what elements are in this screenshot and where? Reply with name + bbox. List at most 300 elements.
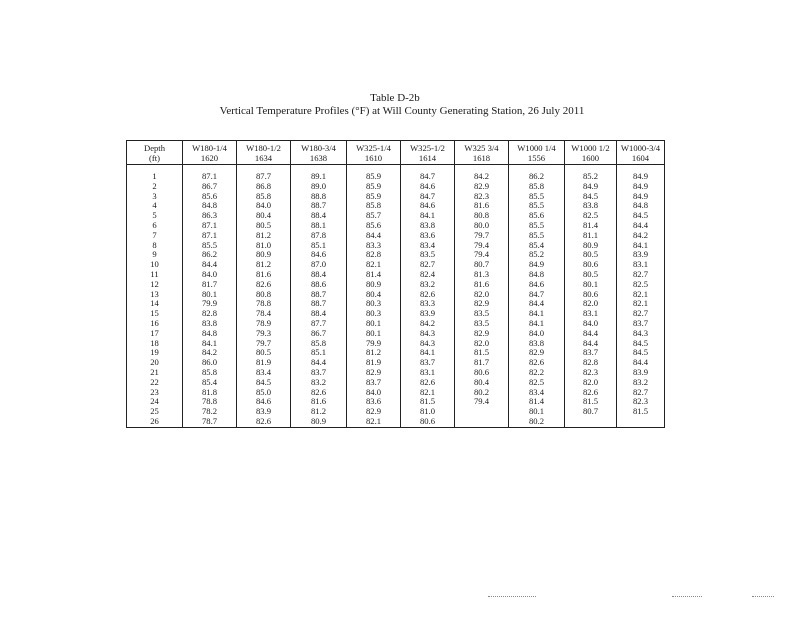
temperature-cell: 84.1 [509, 319, 565, 329]
temperature-cell: 85.6 [183, 192, 237, 202]
scan-mark [488, 596, 536, 597]
temperature-cell: 84.7 [401, 172, 455, 182]
temperature-cell: 85.9 [347, 172, 401, 182]
column-header-name: W1000-3/4 [620, 143, 661, 153]
column-header-name: W1000 1/2 [571, 143, 610, 153]
temperature-cell [565, 417, 617, 427]
temperature-cell: 82.7 [617, 270, 665, 280]
temperature-cell: 83.4 [237, 368, 291, 378]
temperature-cell: 81.0 [237, 241, 291, 251]
column-header-name: W1000 1/4 [517, 143, 556, 153]
temperature-cell: 84.8 [617, 201, 665, 211]
table-row [127, 407, 665, 417]
temperature-cell: 84.5 [565, 192, 617, 202]
temperature-cell: 80.3 [347, 309, 401, 319]
temperature-cell: 84.8 [509, 270, 565, 280]
column-header-station [565, 141, 617, 165]
temperature-cell: 85.1 [291, 241, 347, 251]
column-header-station [347, 141, 401, 165]
temperature-cell: 84.3 [401, 329, 455, 339]
temperature-cell: 85.6 [509, 211, 565, 221]
temperature-cell: 83.8 [183, 319, 237, 329]
temperature-cell [455, 407, 509, 417]
temperature-cell: 84.2 [401, 319, 455, 329]
temperature-cell: 82.3 [455, 192, 509, 202]
table-row [127, 201, 665, 211]
temperature-cell: 83.7 [565, 348, 617, 358]
temperature-cell: 82.9 [347, 407, 401, 417]
temperature-cell: 84.8 [183, 201, 237, 211]
column-header-name: W180-3/4 [301, 143, 336, 153]
temperature-cell: 85.0 [237, 388, 291, 398]
temperature-cell: 81.4 [509, 397, 565, 407]
temperature-cell: 83.5 [455, 309, 509, 319]
temperature-cell: 83.3 [401, 299, 455, 309]
temperature-cell: 86.8 [237, 182, 291, 192]
temperature-cell: 85.8 [237, 192, 291, 202]
temperature-cell: 82.4 [401, 270, 455, 280]
temperature-cell: 84.6 [401, 201, 455, 211]
temperature-cell: 84.4 [291, 358, 347, 368]
temperature-cell: 84.2 [455, 172, 509, 182]
temperature-cell: 89.1 [291, 172, 347, 182]
temperature-cell: 78.4 [237, 309, 291, 319]
temperature-cell: 80.1 [565, 280, 617, 290]
temperature-cell: 84.0 [509, 329, 565, 339]
depth-cell: 14 [127, 299, 183, 309]
temperature-cell: 78.8 [183, 397, 237, 407]
temperature-cell: 87.0 [291, 260, 347, 270]
depth-cell: 18 [127, 339, 183, 349]
column-header-station [617, 141, 665, 165]
temperature-cell: 83.9 [617, 368, 665, 378]
temperature-cell: 82.8 [347, 250, 401, 260]
temperature-cell: 82.3 [617, 397, 665, 407]
depth-cell: 24 [127, 397, 183, 407]
temperature-cell: 82.9 [455, 329, 509, 339]
column-header-sub: 1614 [418, 153, 437, 163]
temperature-cell: 83.4 [401, 241, 455, 251]
temperature-cell: 85.4 [509, 241, 565, 251]
temperature-cell: 79.4 [455, 250, 509, 260]
temperature-cell: 81.2 [347, 348, 401, 358]
temperature-cell: 82.1 [347, 417, 401, 427]
column-header-name: W325-1/4 [356, 143, 391, 153]
table-row [127, 339, 665, 349]
temperature-cell: 78.2 [183, 407, 237, 417]
depth-cell: 1 [127, 172, 183, 182]
temperature-cell: 82.1 [401, 388, 455, 398]
column-header-depth [127, 141, 183, 165]
depth-cell: 26 [127, 417, 183, 427]
depth-cell: 2 [127, 182, 183, 192]
temperature-cell: 84.1 [617, 241, 665, 251]
temperature-cell: 86.3 [183, 211, 237, 221]
temperature-cell: 88.1 [291, 221, 347, 231]
temperature-cell: 80.4 [237, 211, 291, 221]
temperature-cell: 84.1 [509, 309, 565, 319]
spacer-cell [291, 165, 347, 173]
temperature-cell: 84.3 [401, 339, 455, 349]
temperature-cell: 85.7 [347, 211, 401, 221]
temperature-cell: 81.8 [183, 388, 237, 398]
temperature-cell: 79.4 [455, 241, 509, 251]
temperature-cell: 79.3 [237, 329, 291, 339]
column-header-sub: 1610 [364, 153, 383, 163]
temperature-cell: 81.6 [237, 270, 291, 280]
table-row [127, 368, 665, 378]
table-row [127, 397, 665, 407]
temperature-cell: 78.9 [237, 319, 291, 329]
temperature-cell: 83.7 [617, 319, 665, 329]
temperature-cell: 82.8 [565, 358, 617, 368]
temperature-cell: 83.2 [617, 378, 665, 388]
temperature-cell: 82.6 [509, 358, 565, 368]
temperature-cell: 83.1 [617, 260, 665, 270]
table-row [127, 290, 665, 300]
scan-mark [752, 596, 774, 597]
temperature-cell: 83.2 [291, 378, 347, 388]
column-header-name: Depth [143, 143, 165, 153]
column-header-name: W325-1/2 [410, 143, 445, 153]
temperature-cell: 85.5 [509, 231, 565, 241]
table-row [127, 309, 665, 319]
temperature-cell: 82.6 [237, 417, 291, 427]
temperature-cell: 82.6 [565, 388, 617, 398]
temperature-cell: 84.1 [401, 211, 455, 221]
temperature-cell: 84.5 [617, 211, 665, 221]
depth-cell: 11 [127, 270, 183, 280]
temperature-cell: 84.6 [509, 280, 565, 290]
temperature-cell: 80.6 [455, 368, 509, 378]
temperature-cell: 86.7 [183, 182, 237, 192]
temperature-cell: 79.7 [237, 339, 291, 349]
temperature-cell: 80.6 [565, 290, 617, 300]
temperature-cell: 88.6 [291, 280, 347, 290]
temperature-cell: 84.2 [183, 348, 237, 358]
temperature-cell: 80.1 [347, 319, 401, 329]
temperature-cell: 82.1 [617, 299, 665, 309]
temperature-cell: 80.9 [565, 241, 617, 251]
temperature-cell: 84.5 [617, 339, 665, 349]
spacer-cell [127, 165, 183, 173]
column-header-station [509, 141, 565, 165]
table-caption: Vertical Temperature Profiles (°F) at Will County Generating Station, 26 July 2011 [219, 105, 585, 117]
temperature-cell: 82.9 [455, 299, 509, 309]
temperature-cell: 81.0 [401, 407, 455, 417]
temperature-cell: 79.4 [455, 397, 509, 407]
temperature-cell: 81.5 [401, 397, 455, 407]
temperature-cell: 82.5 [617, 280, 665, 290]
column-header-sub: 1620 [200, 153, 219, 163]
temperature-cell: 83.8 [401, 221, 455, 231]
temperature-cell: 84.8 [183, 329, 237, 339]
temperature-cell: 82.8 [183, 309, 237, 319]
table-row [127, 348, 665, 358]
spacer-row [127, 165, 665, 173]
temperature-cell [455, 417, 509, 427]
temperature-cell: 82.5 [565, 211, 617, 221]
temperature-cell: 80.1 [347, 329, 401, 339]
temperature-cell: 83.1 [401, 368, 455, 378]
temperature-cell: 84.1 [401, 348, 455, 358]
temperature-cell: 84.2 [617, 231, 665, 241]
temperature-cell: 82.7 [617, 388, 665, 398]
temperature-cell: 84.9 [617, 192, 665, 202]
temperature-cell: 84.9 [509, 260, 565, 270]
temperature-cell: 87.1 [183, 231, 237, 241]
temperature-cell: 87.7 [237, 172, 291, 182]
temperature-cell: 84.4 [183, 260, 237, 270]
temperature-cell: 84.0 [237, 201, 291, 211]
temperature-cell: 78.7 [183, 417, 237, 427]
column-header-sub: 1604 [631, 153, 650, 163]
spacer-cell [565, 165, 617, 173]
column-header-station [401, 141, 455, 165]
temperature-cell: 84.5 [237, 378, 291, 388]
depth-cell: 7 [127, 231, 183, 241]
spacer-cell [401, 165, 455, 173]
temperature-cell: 84.7 [509, 290, 565, 300]
temperature-cell: 81.9 [237, 358, 291, 368]
column-header-station [237, 141, 291, 165]
temperature-cell: 84.6 [237, 397, 291, 407]
table-row [127, 319, 665, 329]
depth-cell: 20 [127, 358, 183, 368]
temperature-cell: 81.4 [347, 270, 401, 280]
temperature-cell: 80.9 [291, 417, 347, 427]
temperature-cell: 83.7 [291, 368, 347, 378]
temperature-cell: 85.1 [291, 348, 347, 358]
temperature-cell: 80.1 [183, 290, 237, 300]
temperature-cell: 85.5 [509, 221, 565, 231]
temperature-cell: 83.9 [401, 309, 455, 319]
temperature-cell: 82.0 [565, 299, 617, 309]
temperature-cell: 83.7 [347, 378, 401, 388]
temperature-cell: 83.9 [237, 407, 291, 417]
temperature-cell: 82.9 [347, 368, 401, 378]
depth-cell: 8 [127, 241, 183, 251]
temperature-cell: 81.3 [455, 270, 509, 280]
temperature-cell: 79.9 [347, 339, 401, 349]
temperature-cell: 78.8 [237, 299, 291, 309]
temperature-cell: 82.6 [237, 280, 291, 290]
temperature-cell: 80.5 [565, 270, 617, 280]
table-title-block [0, 92, 800, 118]
temperature-cell: 80.0 [455, 221, 509, 231]
table-row [127, 221, 665, 231]
temperature-cell: 80.2 [509, 417, 565, 427]
temperature-cell: 81.6 [455, 280, 509, 290]
temperature-cell: 80.4 [455, 378, 509, 388]
table-row [127, 182, 665, 192]
temperature-cell: 83.7 [401, 358, 455, 368]
depth-cell: 19 [127, 348, 183, 358]
spacer-cell [617, 165, 665, 173]
temperature-cell: 80.9 [237, 250, 291, 260]
temperature-cell: 88.4 [291, 211, 347, 221]
depth-cell: 23 [127, 388, 183, 398]
temperature-cell: 80.5 [565, 250, 617, 260]
column-header-sub: 1634 [254, 153, 273, 163]
temperature-cell: 82.0 [455, 290, 509, 300]
table-header-row [127, 141, 665, 165]
column-header-sub: 1600 [581, 153, 600, 163]
temperature-cell: 84.5 [617, 348, 665, 358]
temperature-cell: 82.6 [401, 378, 455, 388]
temperature-cell: 88.7 [291, 201, 347, 211]
table-body [127, 165, 665, 428]
depth-cell: 4 [127, 201, 183, 211]
temperature-cell: 83.5 [401, 250, 455, 260]
temperature-cell: 82.9 [455, 182, 509, 192]
temperature-cell: 82.6 [291, 388, 347, 398]
depth-cell: 21 [127, 368, 183, 378]
temperature-cell: 80.6 [401, 417, 455, 427]
column-header-station [291, 141, 347, 165]
temperature-cell: 84.0 [565, 319, 617, 329]
temperature-cell: 81.5 [617, 407, 665, 417]
column-header-sub: (ft) [149, 153, 160, 163]
temperature-cell: 80.5 [237, 221, 291, 231]
table-row [127, 250, 665, 260]
temperature-cell: 83.3 [347, 241, 401, 251]
temperature-cell: 82.1 [617, 290, 665, 300]
temperature-cell: 80.9 [347, 280, 401, 290]
depth-cell: 10 [127, 260, 183, 270]
temperature-cell: 85.5 [509, 201, 565, 211]
temperature-cell: 86.2 [509, 172, 565, 182]
column-header-name: W325 3/4 [464, 143, 499, 153]
temperature-cell: 85.2 [565, 172, 617, 182]
temperature-cell: 81.2 [237, 231, 291, 241]
temperature-cell: 81.7 [455, 358, 509, 368]
table-row [127, 299, 665, 309]
temperature-cell: 84.4 [617, 358, 665, 368]
temperature-cell: 80.1 [509, 407, 565, 417]
temperature-cell: 82.6 [401, 290, 455, 300]
temperature-cell: 82.7 [617, 309, 665, 319]
depth-cell: 25 [127, 407, 183, 417]
temperature-cell: 85.2 [509, 250, 565, 260]
table-row [127, 260, 665, 270]
temperature-cell: 87.7 [291, 319, 347, 329]
temperature-cell: 86.7 [291, 329, 347, 339]
table-row [127, 358, 665, 368]
table-number: Table D-2b [370, 92, 420, 104]
temperature-cell: 84.4 [509, 299, 565, 309]
temperature-cell: 85.8 [183, 368, 237, 378]
table-row [127, 241, 665, 251]
temperature-cell: 84.3 [617, 329, 665, 339]
temperature-cell: 82.2 [509, 368, 565, 378]
temperature-cell: 84.9 [617, 182, 665, 192]
temperature-cell: 82.0 [455, 339, 509, 349]
depth-cell: 5 [127, 211, 183, 221]
temperature-cell: 85.9 [347, 192, 401, 202]
temperature-cell: 87.1 [183, 172, 237, 182]
temperature-cell: 80.6 [565, 260, 617, 270]
temperature-cell: 83.6 [347, 397, 401, 407]
temperature-cell: 81.2 [237, 260, 291, 270]
depth-cell: 13 [127, 290, 183, 300]
temperature-cell: 86.2 [183, 250, 237, 260]
temperature-cell: 87.1 [183, 221, 237, 231]
spacer-cell [509, 165, 565, 173]
temperature-cell: 81.7 [183, 280, 237, 290]
temperature-cell: 82.3 [565, 368, 617, 378]
depth-cell: 22 [127, 378, 183, 388]
temperature-cell: 85.4 [183, 378, 237, 388]
temperature-cell: 84.4 [565, 339, 617, 349]
temperature-cell: 85.9 [347, 182, 401, 192]
temperature-cell: 80.7 [455, 260, 509, 270]
temperature-cell: 82.0 [565, 378, 617, 388]
temperature-cell: 83.8 [565, 201, 617, 211]
table-row [127, 172, 665, 182]
temperature-cell: 84.6 [291, 250, 347, 260]
scan-edge-marks [0, 596, 800, 602]
temperature-cell: 79.7 [455, 231, 509, 241]
table-row [127, 211, 665, 221]
temperature-cell: 83.2 [401, 280, 455, 290]
temperature-cell: 81.5 [455, 348, 509, 358]
temperature-cell: 80.7 [565, 407, 617, 417]
temperature-cell: 84.9 [565, 182, 617, 192]
temperature-cell: 89.0 [291, 182, 347, 192]
temperature-cell: 84.0 [347, 388, 401, 398]
table-row [127, 231, 665, 241]
temperature-cell: 80.4 [347, 290, 401, 300]
temperature-cell: 88.7 [291, 290, 347, 300]
temperature-cell: 84.6 [401, 182, 455, 192]
temperature-cell: 81.6 [455, 201, 509, 211]
temperature-profile-table [126, 140, 665, 428]
temperature-cell: 84.9 [617, 172, 665, 182]
temperature-cell: 82.5 [509, 378, 565, 388]
temperature-cell: 83.9 [617, 250, 665, 260]
column-header-name: W180-1/2 [246, 143, 281, 153]
depth-cell: 3 [127, 192, 183, 202]
temperature-cell: 80.8 [237, 290, 291, 300]
depth-cell: 12 [127, 280, 183, 290]
temperature-cell: 84.0 [183, 270, 237, 280]
table-row [127, 329, 665, 339]
temperature-cell: 80.2 [455, 388, 509, 398]
column-header-station [183, 141, 237, 165]
table-row [127, 270, 665, 280]
column-header-name: W180-1/4 [192, 143, 227, 153]
temperature-cell: 83.4 [509, 388, 565, 398]
temperature-cell: 83.1 [565, 309, 617, 319]
column-header-sub: 1618 [472, 153, 491, 163]
temperature-cell: 87.8 [291, 231, 347, 241]
depth-cell: 17 [127, 329, 183, 339]
scan-mark [672, 596, 702, 597]
spacer-cell [237, 165, 291, 173]
temperature-cell: 88.8 [291, 192, 347, 202]
temperature-cell: 81.1 [565, 231, 617, 241]
spacer-cell [455, 165, 509, 173]
temperature-cell: 80.5 [237, 348, 291, 358]
temperature-cell: 81.6 [291, 397, 347, 407]
temperature-cell: 81.2 [291, 407, 347, 417]
temperature-cell: 83.5 [455, 319, 509, 329]
temperature-cell: 83.8 [509, 339, 565, 349]
temperature-cell: 86.0 [183, 358, 237, 368]
temperature-cell: 85.5 [183, 241, 237, 251]
table-row [127, 378, 665, 388]
